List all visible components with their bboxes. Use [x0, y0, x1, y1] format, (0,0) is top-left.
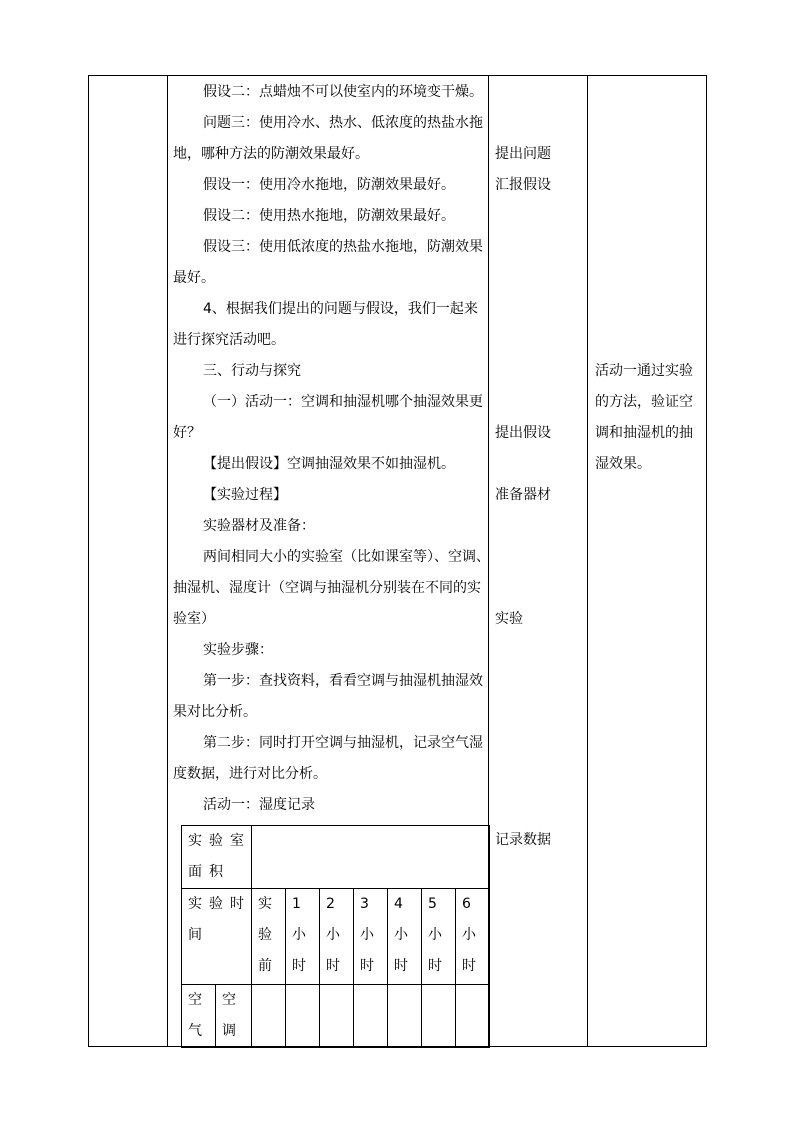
data-cell — [456, 985, 490, 1048]
data-cell — [252, 985, 286, 1048]
row-label-char: 空 — [222, 992, 236, 1008]
hour-number: 3 — [360, 896, 369, 912]
hour-5-header — [422, 889, 456, 985]
header-char: 小 — [326, 927, 340, 943]
header-char: 时 — [394, 958, 408, 974]
area-label-line: 面积 — [188, 864, 230, 880]
data-cell — [286, 985, 320, 1048]
content-line: 进行探究活动吧。 — [173, 332, 285, 348]
intent-line: 调和抽湿机的抽 — [595, 425, 693, 441]
hour-number: 2 — [326, 896, 335, 912]
row-label-char: 气 — [188, 1023, 202, 1039]
content-line: 假设三：使用低浓度的热盐水拖地，防潮效果 — [203, 239, 483, 255]
content-line: 实验步骤： — [203, 642, 273, 658]
content-line: 实验器材及准备： — [203, 518, 315, 534]
content-line: 【提出假设】空调抽湿效果不如抽湿机。 — [203, 456, 455, 472]
hour-number: 6 — [462, 896, 471, 912]
header-char: 小 — [462, 927, 476, 943]
column-divider-3 — [587, 75, 588, 1047]
content-line: 第一步：查找资料，看看空调与抽湿机抽湿效 — [203, 673, 483, 689]
area-label-cell — [182, 826, 252, 889]
header-char: 时 — [360, 958, 374, 974]
header-char: 小 — [360, 927, 374, 943]
header-char: 验 — [258, 927, 272, 943]
time-label-line: 间 — [188, 927, 209, 943]
hour-number: 5 — [428, 896, 437, 912]
header-char: 小 — [292, 927, 306, 943]
content-line: （一）活动一：空调和抽湿机哪个抽湿效果更 — [203, 394, 483, 410]
content-line: 活动一：湿度记录 — [203, 797, 315, 813]
content-line: 第二步：同时打开空调与抽湿机，记录空气湿 — [203, 735, 483, 751]
data-cell — [388, 985, 422, 1048]
time-label-cell — [182, 889, 252, 985]
content-line: 假设二：点蜡烛不可以使室内的环境变干燥。 — [203, 84, 483, 100]
time-label-line: 实验时 — [188, 896, 251, 912]
data-cell — [320, 985, 354, 1048]
row-label-char: 调 — [222, 1023, 236, 1039]
hour-4-header — [388, 889, 422, 985]
content-line: 假设二：使用热水拖地，防潮效果最好。 — [203, 208, 455, 224]
content-line: 问题三：使用冷水、热水、低浓度的热盐水拖 — [203, 115, 483, 131]
content-line: 地，哪种方法的防潮效果最好。 — [173, 146, 369, 162]
hour-2-header — [320, 889, 354, 985]
section-heading: 三、行动与探究 — [203, 363, 301, 379]
content-line: 【实验过程】 — [203, 487, 287, 503]
air-label-cell — [182, 985, 216, 1048]
area-value-cell — [252, 826, 490, 889]
header-char: 前 — [258, 958, 272, 974]
activity-propose-hypothesis: 提出假设 — [495, 425, 551, 441]
hour-6-header — [456, 889, 490, 985]
hour-3-header — [354, 889, 388, 985]
hour-1-header — [286, 889, 320, 985]
activity-experiment: 实验 — [495, 611, 523, 627]
content-line: 验室） — [173, 611, 215, 627]
header-char: 时 — [326, 958, 340, 974]
header-char: 时 — [462, 958, 476, 974]
content-line: 两间相同大小的实验室（比如课室等）、空调、 — [203, 549, 490, 565]
column-divider-1 — [167, 75, 168, 1047]
header-char: 实 — [258, 896, 272, 912]
hour-number: 4 — [394, 896, 403, 912]
activity-prepare-equipment: 准备器材 — [495, 487, 551, 503]
data-cell — [354, 985, 388, 1048]
content-line: 好？ — [173, 425, 201, 441]
hour-number: 1 — [292, 896, 301, 912]
before-experiment-header — [252, 889, 286, 985]
header-char: 小 — [428, 927, 442, 943]
humidity-record-table — [181, 825, 490, 1048]
activity-report-hypothesis: 汇报假设 — [495, 177, 551, 193]
header-char: 时 — [428, 958, 442, 974]
intent-line: 活动一通过实验 — [595, 363, 693, 379]
content-line: 4、根据我们提出的问题与假设，我们一起来 — [203, 301, 478, 317]
data-cell — [422, 985, 456, 1048]
area-label-line: 实验室 — [188, 833, 251, 849]
ac-label-cell — [216, 985, 252, 1048]
content-line: 假设一：使用冷水拖地，防潮效果最好。 — [203, 177, 455, 193]
content-line: 度数据，进行对比分析。 — [173, 766, 327, 782]
header-char: 时 — [292, 958, 306, 974]
row-label-char: 空 — [188, 992, 202, 1008]
content-line: 最好。 — [173, 270, 215, 286]
content-line: 果对比分析。 — [173, 704, 257, 720]
intent-line: 的方法，验证空 — [595, 394, 693, 410]
intent-line: 湿效果。 — [595, 456, 651, 472]
activity-record-data: 记录数据 — [495, 832, 551, 848]
activity-raise-question: 提出问题 — [495, 146, 551, 162]
header-char: 小 — [394, 927, 408, 943]
content-line: 抽湿机、湿度计（空调与抽湿机分别装在不同的实 — [173, 580, 481, 596]
